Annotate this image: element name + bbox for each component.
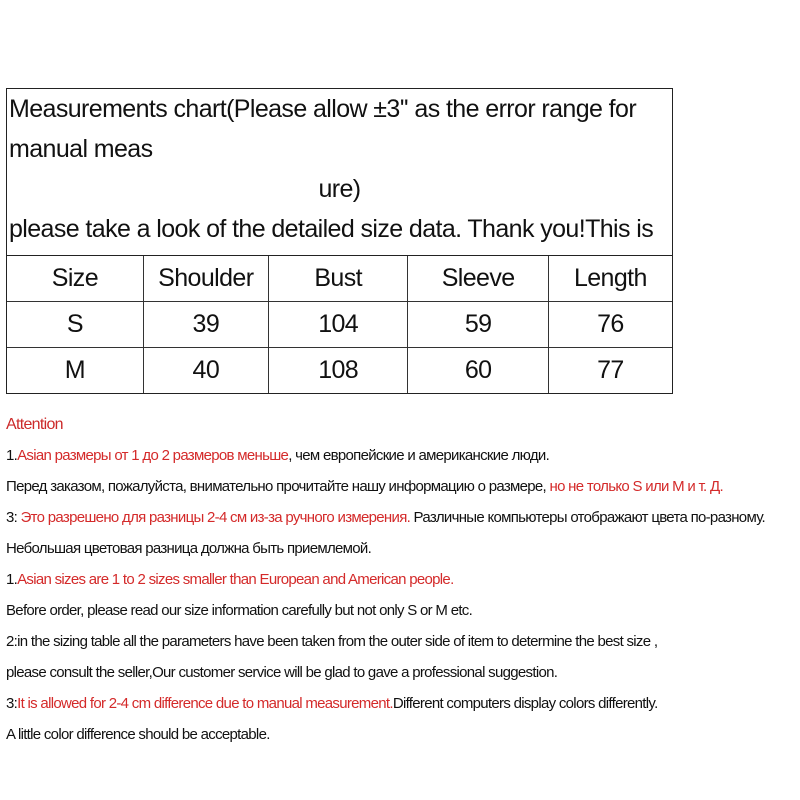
attention-heading: Attention xyxy=(6,416,63,433)
table-cell: 108 xyxy=(268,348,408,394)
table-header-row xyxy=(7,256,672,302)
note-highlight: Это разрешено для разницы 2-4 см из-за ручного измерения. xyxy=(20,509,411,526)
table-cell: 40 xyxy=(143,348,268,394)
table-cell: 104 xyxy=(268,302,408,348)
note-prefix: 1. xyxy=(6,571,18,588)
note-highlight: It is allowed for 2-4 cm difference due to manual measurement. xyxy=(17,695,393,712)
table-row xyxy=(7,302,672,348)
note-ru-4: Небольшая цветовая разница должна быть приемлемой. xyxy=(6,540,372,557)
table-row xyxy=(7,348,672,394)
header-line-3: please take a look of the detailed size data. Thank you!This is xyxy=(9,215,654,243)
note-highlight: Asian размеры от 1 до 2 размеров меньше xyxy=(17,447,289,464)
note-en-2: Before order, please read our size information carefully but not only S or M etc. xyxy=(6,602,473,619)
note-en-3: 2:in the sizing table all the parameters have been taken from the outer side of item to determine the best size , xyxy=(6,633,658,650)
table-cell: M xyxy=(7,348,143,394)
note-highlight: Asian sizes are 1 to 2 sizes smaller than European and American people. xyxy=(17,571,454,588)
note-en-4: please consult the seller,Our customer service will be glad to gave a professional suggestion. xyxy=(6,664,558,681)
notes xyxy=(6,410,798,750)
note-en-5 xyxy=(6,688,798,719)
column-header-size: Size xyxy=(7,256,143,302)
note-prefix: 3: xyxy=(6,509,21,526)
note-text: Different computers display colors differently. xyxy=(392,695,658,712)
table-cell: S xyxy=(7,302,143,348)
note-ru-3 xyxy=(6,502,798,533)
column-header-bust: Bust xyxy=(268,256,408,302)
note-highlight: но не только S или M и т. Д. xyxy=(549,478,723,495)
note-en-6: A little color difference should be acceptable. xyxy=(6,726,270,743)
note-text: , чем европейские и американские люди. xyxy=(288,447,550,464)
column-header-sleeve: Sleeve xyxy=(408,256,548,302)
note-prefix: 3: xyxy=(6,695,18,712)
size-table xyxy=(7,256,672,393)
table-cell: 39 xyxy=(143,302,268,348)
chart-header xyxy=(7,89,672,256)
note-prefix: 1. xyxy=(6,447,18,464)
note-text: Перед заказом, пожалуйста, внимательно прочитайте нашу информацию о размере, xyxy=(6,478,550,495)
note-en-1 xyxy=(6,564,798,595)
table-cell: 77 xyxy=(548,348,672,394)
note-text: Различные компьютеры отображают цвета по-разному. xyxy=(410,509,765,526)
table-cell: 76 xyxy=(548,302,672,348)
table-cell: 60 xyxy=(408,348,548,394)
note-ru-1 xyxy=(6,440,798,471)
column-header-length: Length xyxy=(548,256,672,302)
table-cell: 59 xyxy=(408,302,548,348)
measurements-chart xyxy=(6,88,673,394)
note-ru-2 xyxy=(6,471,798,502)
header-line-2: ure) xyxy=(318,175,361,203)
column-header-shoulder: Shoulder xyxy=(143,256,268,302)
header-line-1: Measurements chart(Please allow ±3'' as the error range for manual meas xyxy=(9,95,637,163)
